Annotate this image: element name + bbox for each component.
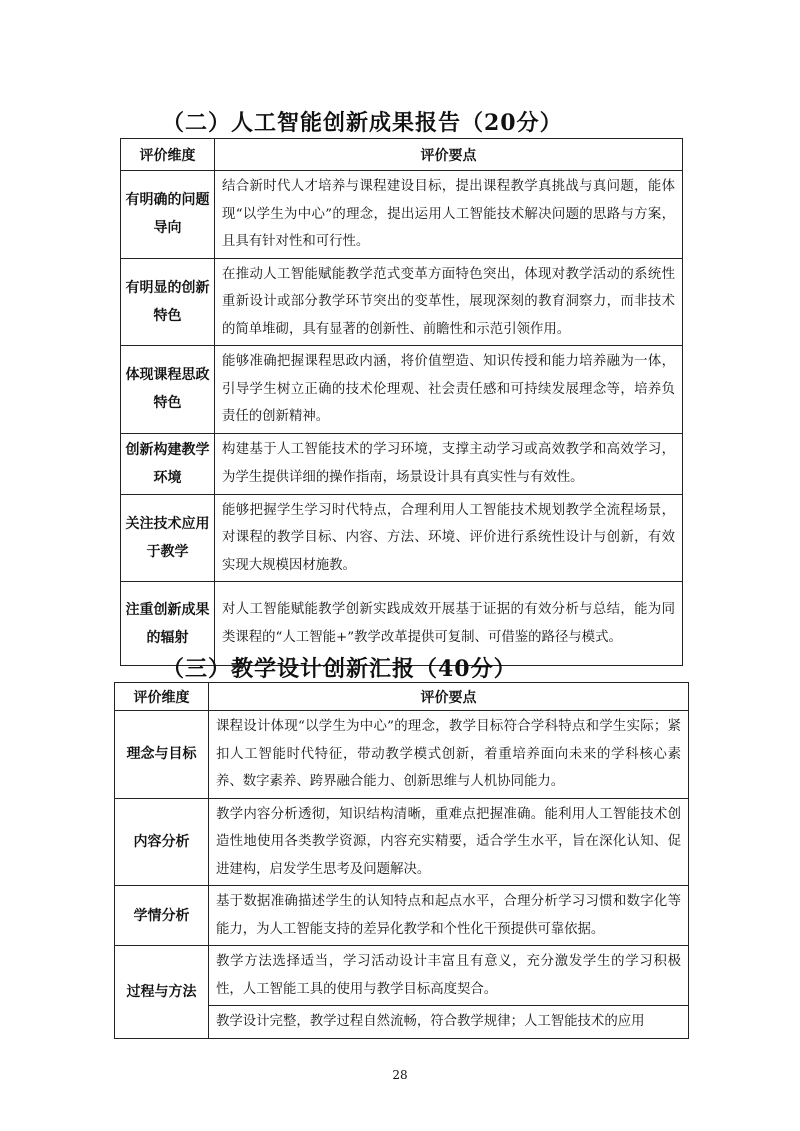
criteria-cell: 教学方法选择适当，学习活动设计丰富且有意义，充分激发学生的学习积极性，人工智能工具的使用与教学目标高度契合。 bbox=[209, 946, 689, 1006]
dimension-cell: 体现课程思政特色 bbox=[121, 346, 215, 434]
dimension-cell: 学情分析 bbox=[115, 886, 209, 946]
table-row bbox=[121, 433, 683, 494]
table-row bbox=[121, 171, 683, 259]
header-dimension: 评价维度 bbox=[115, 683, 209, 711]
header-criteria: 评价要点 bbox=[215, 139, 683, 171]
dimension-cell: 内容分析 bbox=[115, 798, 209, 886]
teaching-design-rubric-table bbox=[114, 682, 689, 1039]
criteria-cell: 结合新时代人才培养与课程建设目标，提出课程教学真挑战与真问题，能体现“以学生为中心”的理念，提出运用人工智能技术解决问题的思路与方案，且具有针对性和可行性。 bbox=[215, 171, 683, 259]
table-row bbox=[115, 886, 689, 946]
table-header-row bbox=[115, 683, 689, 711]
section-3-title: （三）教学设计创新汇报（40分） bbox=[162, 656, 517, 682]
criteria-cell: 构建基于人工智能技术的学习环境，支撑主动学习或高效教学和高效学习，为学生提供详细的操作指南，场景设计具有真实性与有效性。 bbox=[215, 433, 683, 494]
table-row bbox=[121, 494, 683, 582]
dimension-cell: 有明确的问题导向 bbox=[121, 171, 215, 259]
table-row bbox=[115, 798, 689, 886]
dimension-cell: 创新构建教学环境 bbox=[121, 433, 215, 494]
header-criteria: 评价要点 bbox=[209, 683, 689, 711]
dimension-cell: 理念与目标 bbox=[115, 711, 209, 799]
criteria-cell: 在推动人工智能赋能教学范式变革方面特色突出，体现对教学活动的系统性重新设计或部分教学环节突出的变革性，展现深刻的教育洞察力，而非技术的简单堆砌，具有显著的创新性、前瞻性和示范引领作用。 bbox=[215, 258, 683, 346]
ai-innovation-rubric-table bbox=[120, 138, 683, 666]
page-number: 28 bbox=[392, 1068, 408, 1082]
criteria-cell: 课程设计体现“以学生为中心”的理念，教学目标符合学科特点和学生实际；紧扣人工智能时代特征，带动教学模式创新，着重培养面向未来的学科核心素养、数字素养、跨界融合能力、创新思维与人机协同能力。 bbox=[209, 711, 689, 799]
dimension-cell: 有明显的创新特色 bbox=[121, 258, 215, 346]
criteria-cell: 对人工智能赋能教学创新实践成效开展基于证据的有效分析与总结，能为同类课程的“人工智能+”教学改革提供可复制、可借鉴的路径与模式。 bbox=[215, 582, 683, 666]
criteria-cell: 能够准确把握课程思政内涵，将价值塑造、知识传授和能力培养融为一体，引导学生树立正确的技术伦理观、社会责任感和可持续发展理念等，培养负责任的创新精神。 bbox=[215, 346, 683, 434]
section-2-title: （二）人工智能创新成果报告（20分） bbox=[162, 110, 563, 136]
criteria-cell: 教学设计完整，教学过程自然流畅，符合教学规律；人工智能技术的应用 bbox=[209, 1006, 689, 1039]
criteria-cell: 教学内容分析透彻，知识结构清晰，重难点把握准确。能利用人工智能技术创造性地使用各类教学资源，内容充实精要，适合学生水平，旨在深化认知、促进建构，启发学生思考及问题解决。 bbox=[209, 798, 689, 886]
table-row bbox=[121, 346, 683, 434]
criteria-cell: 基于数据准确描述学生的认知特点和起点水平，合理分析学习习惯和数字化等能力，为人工智能支持的差异化教学和个性化干预提供可靠依据。 bbox=[209, 886, 689, 946]
table-row bbox=[121, 258, 683, 346]
dimension-cell: 注重创新成果的辐射 bbox=[121, 582, 215, 666]
dimension-cell: 关注技术应用于教学 bbox=[121, 494, 215, 582]
table-row bbox=[115, 711, 689, 799]
criteria-cell: 能够把握学生学习时代特点，合理利用人工智能技术规划教学全流程场景，对课程的教学目标、内容、方法、环境、评价进行系统性设计与创新，有效实现大规模因材施教。 bbox=[215, 494, 683, 582]
header-dimension: 评价维度 bbox=[121, 139, 215, 171]
dimension-cell: 过程与方法 bbox=[115, 946, 209, 1039]
table-header-row bbox=[121, 139, 683, 171]
table-row bbox=[115, 946, 689, 1006]
